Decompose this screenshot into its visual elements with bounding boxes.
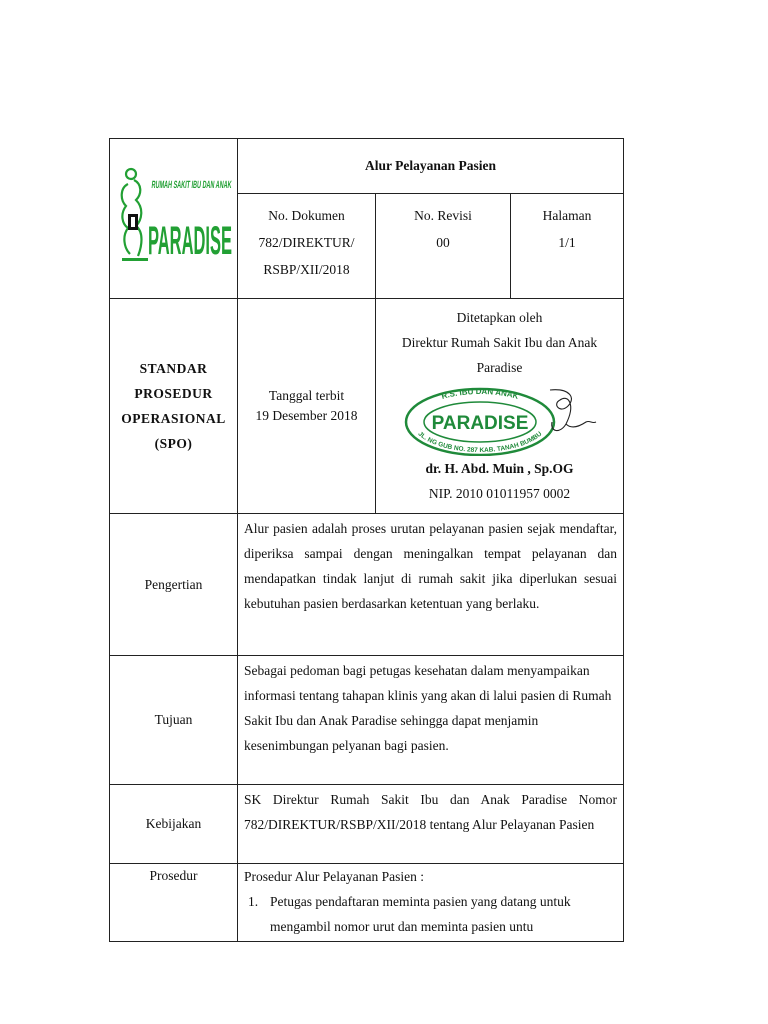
prosedur-cell [238, 864, 624, 942]
list-item-number: 1. [248, 894, 259, 909]
pengertian-label: Pengertian [110, 514, 238, 656]
no-revisi-value: 00 [436, 235, 450, 250]
list-item [244, 889, 617, 939]
tujuan-text: Sebagai pedoman bagi petugas kesehatan dalam menyampaikan informasi tentang tahapan klinis yang akan di lalui pasien di Rumah Sakit Ibu dan Anak Paradise sehingga dapat menjamin kesenimbungan pelyanan bagi pasien. [238, 656, 624, 785]
direktur-title-line1: Direktur Rumah Sakit Ibu dan Anak [401, 335, 598, 350]
spo-table [109, 138, 624, 942]
direktur-title-line2: Paradise [476, 360, 523, 375]
spo-line-1: STANDAR [139, 361, 208, 376]
spo-label-cell [110, 299, 238, 514]
list-item-text: Petugas pendaftaran meminta pasien yang datang untuk mengambil nomor urut dan meminta pasien untu [270, 894, 571, 934]
tanggal-terbit-value: 19 Desember 2018 [255, 408, 358, 423]
logo-cell [110, 139, 238, 299]
stamp-bottom-text: JL. NG GUB NO. 287 KAB. TANAH BUMBU [416, 430, 543, 455]
logo-text-top: RUMAH SAKIT IBU [150, 178, 234, 191]
pengertian-text: Alur pasien adalah proses urutan pelayanan pasien sejak mendaftar, diperiksa sampai dengan meningalkan tempat pelayanan dan mendapatkan tindak lanjut di rumah sakit jika diperlukan sesuai kebutuhan pasien berdasarkan ketentuan yang berlaku. [238, 514, 624, 656]
spo-line-4: (SPO) [154, 436, 193, 451]
prosedur-list [244, 889, 617, 939]
stamp-top-text: R.S. IBU DAN ANAK [439, 386, 520, 401]
spo-line-2: PROSEDUR [134, 386, 213, 401]
hospital-logo [114, 162, 234, 272]
document-title: Alur Pelayanan Pasien [238, 139, 624, 194]
halaman-cell [511, 194, 624, 299]
kebijakan-label: Kebijakan [110, 785, 238, 864]
director-nip: NIP. 2010 01011957 0002 [428, 486, 571, 501]
kebijakan-text: SK Direktur Rumah Sakit Ibu dan Anak Paradise Nomor 782/DIREKTUR/RSBP/XII/2018 tentang Alur Pelayanan Pasien [238, 785, 624, 864]
stamp-signature [400, 384, 600, 456]
prosedur-intro: Prosedur Alur Pelayanan Pasien : [244, 869, 424, 884]
stamp-center-text: PARADISE [431, 413, 528, 434]
signature-scribble [550, 390, 596, 431]
svg-text:R.S. IBU DAN ANAK [440, 387, 519, 401]
logo-text-main: PARADISE [147, 218, 232, 263]
halaman-label: Halaman [542, 208, 592, 223]
ditetapkan-oleh: Ditetapkan oleh [456, 310, 543, 325]
prosedur-label: Prosedur [110, 864, 238, 942]
tanggal-terbit-label: Tanggal terbit [268, 388, 345, 403]
director-name: dr. H. Abd. Muin , Sp.OG [425, 461, 574, 476]
no-dokumen-cell [238, 194, 376, 299]
no-dokumen-label: No. Dokumen [268, 208, 345, 223]
tanggal-terbit-cell [238, 299, 376, 514]
signature-cell [376, 299, 624, 514]
no-revisi-cell [376, 194, 511, 299]
tujuan-label: Tujuan [110, 656, 238, 785]
halaman-value: 1/1 [558, 235, 576, 250]
spo-line-3: OPERASIONAL [121, 411, 226, 426]
no-dokumen-value-line2: RSBP/XII/2018 [263, 262, 350, 277]
no-revisi-label: No. Revisi [414, 208, 472, 223]
no-dokumen-value-line1: 782/DIREKTUR/ [258, 235, 355, 250]
